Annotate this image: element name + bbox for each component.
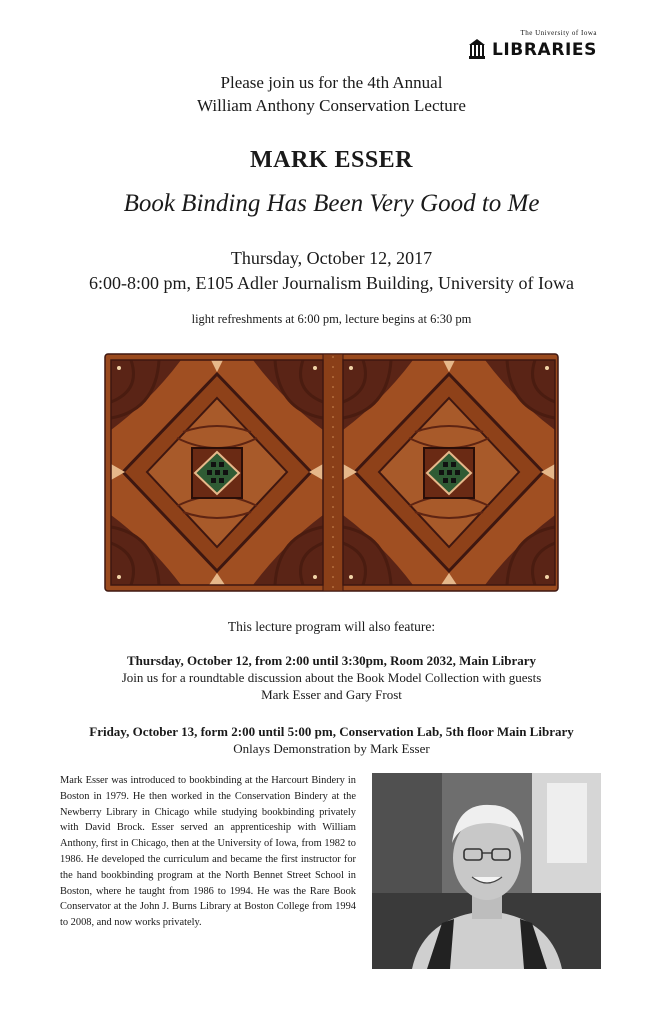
intro-line-1: Please join us for the 4th Annual	[220, 73, 443, 92]
university-libraries-logo	[467, 27, 597, 67]
intro-line-2: William Anthony Conservation Lecture	[197, 96, 466, 115]
event-time-place: 6:00-8:00 pm, E105 Adler Journalism Building, University of Iowa	[89, 273, 574, 293]
speaker-portrait-photo	[372, 773, 601, 969]
program-item-1-line-1: Join us for a roundtable discussion about the Book Model Collection with guests	[121, 670, 542, 685]
program-item-2-line-1: Onlays Demonstration by Mark Esser	[233, 741, 430, 756]
program-intro: This lecture program will also feature:	[227, 619, 436, 634]
logo-libraries-text: LIBRARIES	[491, 40, 597, 60]
program-item-2-heading: Friday, October 13, form 2:00 until 5:00 pm, Conservation Lab, 5th floor Main Library	[89, 724, 574, 739]
library-building-icon	[469, 39, 485, 59]
logo-university-text: The University of Iowa	[520, 29, 597, 37]
event-date: Thursday, October 12, 2017	[230, 248, 433, 268]
speaker-name: MARK ESSER	[249, 147, 414, 173]
program-item-1-heading: Thursday, October 12, from 2:00 until 3:30pm, Room 2032, Main Library	[126, 653, 537, 668]
event-note: light refreshments at 6:00 pm, lecture begins at 6:30 pm	[191, 312, 472, 326]
book-binding-photo	[97, 346, 566, 599]
program-item-1-line-2: Mark Esser and Gary Frost	[261, 687, 402, 702]
lecture-title: Book Binding Has Been Very Good to Me	[123, 190, 540, 217]
speaker-biography: Mark Esser was introduced to bookbinding at the Harcourt Bindery in Boston in 1979. He then worked in the Conservation Bindery at the Newberry Library in Chicago while studying bookbinding privately with David Brock. Esser served an apprenticeship with William Anthony, first in Chicago, then at the University of Iowa, from 1982 to 1986. He developed the curriculum and became the first instructor for the hand bookbinding program at the North Bennet Street School in Boston, where he taught from 1986 to 1994. He was the Rare Book Conservator at the John J. Burns Library at Boston College from 1994 to 2008, and now works privately.	[60, 775, 356, 929]
